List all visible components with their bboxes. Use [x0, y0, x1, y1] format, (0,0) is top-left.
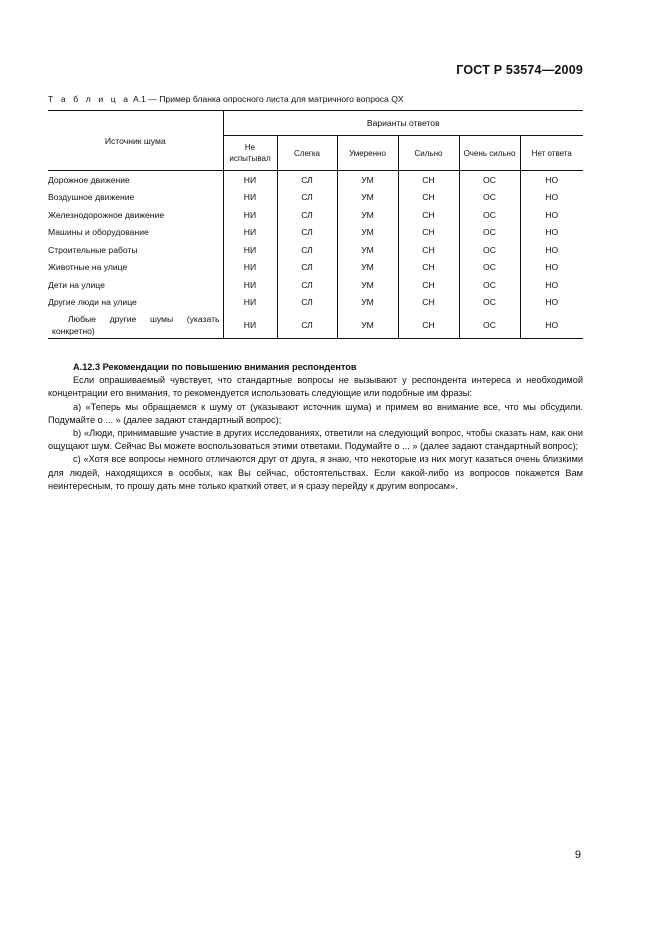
answer-code-cell: ОС	[459, 189, 520, 207]
source-column-header: Источник шума	[48, 111, 223, 171]
table-row	[48, 294, 583, 312]
answer-code-cell: УМ	[337, 276, 398, 294]
answers-column-header: Варианты ответов	[223, 111, 583, 136]
answer-code-cell: ОС	[459, 294, 520, 312]
table-caption	[48, 94, 404, 104]
answer-code-cell: СЛ	[277, 189, 337, 207]
table-caption-prefix: Т а б л и ц а	[48, 94, 131, 104]
noise-source-cell: Дорожное движение	[48, 174, 130, 185]
answer-code-cell: НИ	[223, 189, 277, 207]
answer-code-cell: НИ	[223, 224, 277, 242]
answer-code-cell: НО	[520, 189, 583, 207]
answer-code-cell: СН	[398, 294, 459, 312]
paragraph: Если опрашиваемый чувствует, что стандартные вопросы не вызывают у респондента интереса и необходимой концентрации его внимания, то рекомендуется использовать следующие или подобные им фразы:	[48, 375, 583, 399]
noise-source-cell: Дети на улице	[48, 279, 105, 290]
table-row	[48, 311, 583, 339]
answer-code-cell: СЛ	[277, 206, 337, 224]
column-header: Умеренно	[337, 136, 398, 171]
answer-code-cell: УМ	[337, 294, 398, 312]
table-row	[48, 259, 583, 277]
noise-source-cell: Железнодорожное движение	[48, 209, 165, 220]
answer-code-cell: НО	[520, 276, 583, 294]
column-header: Сильно	[398, 136, 459, 171]
answer-code-cell: СН	[398, 206, 459, 224]
column-header: Нет ответа	[520, 136, 583, 171]
answer-code-cell: ОС	[459, 276, 520, 294]
answer-code-cell: НИ	[223, 241, 277, 259]
noise-source-cell: Воздушное движение	[48, 192, 135, 203]
answer-code-cell: СН	[398, 241, 459, 259]
column-header: Очень сильно	[459, 136, 520, 171]
answer-code-cell: НО	[520, 241, 583, 259]
answer-code-cell: УМ	[337, 171, 398, 189]
noise-matrix-table	[48, 110, 583, 339]
table-row	[48, 189, 583, 207]
answer-code-cell: СЛ	[277, 241, 337, 259]
table-row	[48, 171, 583, 189]
answer-code-cell: УМ	[337, 206, 398, 224]
page-number: 9	[574, 849, 581, 861]
column-header: Слегка	[277, 136, 337, 171]
noise-source-cell: Животные на улице	[48, 262, 128, 273]
column-header: Не испытывал	[223, 136, 277, 171]
answer-code-cell: ОС	[459, 259, 520, 277]
answer-code-cell: СН	[398, 311, 459, 339]
noise-source-cell: Машины и оборудование	[48, 227, 149, 238]
answer-code-cell: ОС	[459, 206, 520, 224]
answer-code-cell: НИ	[223, 206, 277, 224]
answer-code-cell: УМ	[337, 259, 398, 277]
answer-code-cell: СН	[398, 276, 459, 294]
paragraph: b) «Люди, принимавшие участие в других исследованиях, ответили на следующий вопрос, чтобы сказать нам, как они ощущают шум. Сейчас Вы можете воспользоваться этими ответами. Подумайте о ... » (далее задают стандартный вопрос);	[48, 428, 583, 452]
answer-code-cell: НО	[520, 311, 583, 339]
answer-code-cell: СЛ	[277, 276, 337, 294]
answer-code-cell: СН	[398, 224, 459, 242]
answer-code-cell: СН	[398, 189, 459, 207]
answer-code-cell: СН	[398, 171, 459, 189]
answer-code-cell: НО	[520, 206, 583, 224]
standard-designation: ГОСТ Р 53574—2009	[456, 63, 583, 77]
section-a-12-3	[48, 361, 583, 493]
answer-code-cell: СН	[398, 259, 459, 277]
answer-code-cell: НИ	[223, 276, 277, 294]
answer-code-cell: НИ	[223, 294, 277, 312]
answer-code-cell: УМ	[337, 189, 398, 207]
answer-code-cell: УМ	[337, 224, 398, 242]
answer-code-cell: УМ	[337, 241, 398, 259]
answer-code-cell: НИ	[223, 259, 277, 277]
answer-code-cell: НИ	[223, 171, 277, 189]
answer-code-cell: НО	[520, 294, 583, 312]
answer-code-cell: НО	[520, 259, 583, 277]
table-caption-text: А.1 — Пример бланка опросного листа для матричного вопроса QX	[132, 94, 404, 104]
answer-code-cell: ОС	[459, 224, 520, 242]
answer-code-cell: ОС	[459, 241, 520, 259]
answer-code-cell: НО	[520, 224, 583, 242]
noise-source-cell: Строительные работы	[48, 244, 138, 255]
table-row	[48, 206, 583, 224]
noise-source-cell: Другие люди на улице	[48, 297, 137, 308]
answer-code-cell: НО	[520, 171, 583, 189]
answer-code-cell: УМ	[337, 311, 398, 339]
answer-code-cell: СЛ	[277, 171, 337, 189]
paragraph: c) «Хотя все вопросы немного отличаются друг от друга, я знаю, что некоторые из них могут казаться очень близкими для людей, находящихся в особых, как Вы сейчас, обстоятельствах. Если какой-либо из вопросов покажется Вам неинтересным, то прошу дать мне только краткий ответ, и я сразу перейду к другим вопросам».	[48, 454, 583, 491]
answer-code-cell: ОС	[459, 311, 520, 339]
table-row	[48, 224, 583, 242]
answer-code-cell: СЛ	[277, 311, 337, 339]
table-row	[48, 276, 583, 294]
answer-code-cell: ОС	[459, 171, 520, 189]
paragraph: а) «Теперь мы обращаемся к шуму от (указывают источник шума) и примем во внимание все, что мы обсудили. Подумайте о ... » (далее задают стандартный вопрос);	[48, 401, 583, 425]
section-heading: А.12.3 Рекомендации по повышению внимания респондентов	[73, 362, 357, 372]
answer-code-cell: СЛ	[277, 294, 337, 312]
noise-source-cell: Любые другие шумы (указать конкретно)	[52, 313, 220, 336]
answer-code-cell: НИ	[223, 311, 277, 339]
answer-code-cell: СЛ	[277, 259, 337, 277]
answer-code-cell: СЛ	[277, 224, 337, 242]
table-row	[48, 241, 583, 259]
